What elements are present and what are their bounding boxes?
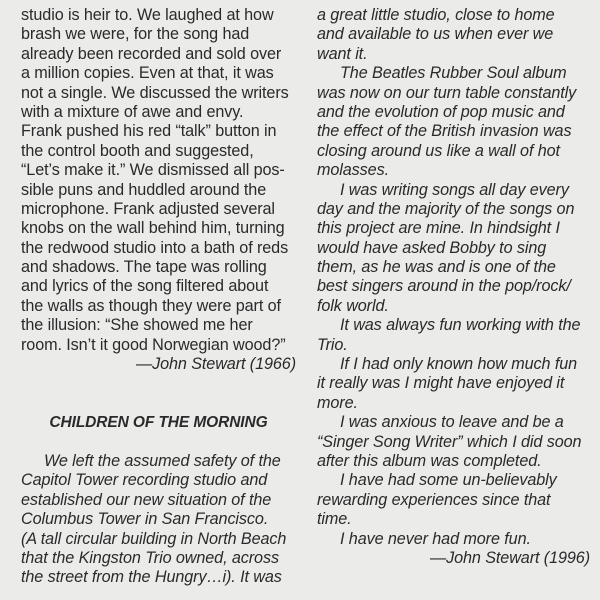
signature: —John Stewart (1966) [136,355,296,374]
text-line: If I had only known how much fun [340,355,578,374]
text-line: the redwood studio into a bath of reds [21,238,289,257]
text-line: molasses. [317,161,389,180]
text-line: folk world. [317,296,389,315]
text-line: time. [317,510,352,529]
spacer [21,433,296,452]
text-line: I have never had more fun. [340,529,531,548]
text-line: and shadows. The tape was rolling [21,258,267,277]
spacer [21,394,296,413]
text-line: Capitol Tower recording studio and [21,471,268,490]
text-line: them, as he was and is one of the [317,258,556,277]
text-line: I was anxious to leave and be a [340,413,564,432]
text-line: sible puns and huddled around the [21,180,267,199]
text-line: a great little studio, close to home [317,6,555,24]
text-line: not a single. We discussed the writers [21,83,289,102]
text-line: that the Kingston Trio owned, across [21,548,279,567]
text-line: would have asked Bobby to sing [317,238,547,257]
text-line: I was writing songs all day every [340,180,569,199]
text-line: more. [317,393,358,412]
text-line: “Singer Song Writer” which I did soon [317,432,582,451]
text-line: knobs on the wall behind him, turning [21,219,285,238]
text-line: best singers around in the pop/rock/ [317,277,571,296]
text-line: a million copies. Even at that, it was [21,64,274,83]
text-line: with a mixture of awe and envy. [21,102,244,121]
text-line: the illusion: “She showed me her [21,316,253,335]
text-line: and available to us when ever we [317,25,554,44]
right-column [317,6,590,568]
text-line: I have had some un-believably [340,471,557,490]
text-line: and lyrics of the song filtered about [21,277,269,296]
text-line: after this album was completed. [317,451,542,470]
text-line: the street from the Hungry…i). It was [21,568,282,587]
text-line: It was always fun working with the [340,316,581,335]
text-line: The Beatles Rubber Soul album [340,64,567,83]
text-line: rewarding experiences since that [317,490,551,509]
text-line: the walls as though they were part of [21,296,281,315]
text-line: We left the assumed safety of the [44,451,281,470]
text-line: the effect of the British invasion was [317,122,572,141]
text-line: want it. [317,44,368,63]
text-line: and the evolution of pop music and [317,102,565,121]
signature: —John Stewart (1996) [430,548,590,567]
text-line: microphone. Frank adjusted several [21,199,275,218]
text-line: “Let’s make it.” We dismissed all pos- [21,161,285,180]
text-line: established our new situation of the [21,490,272,509]
text-line: was now on our turn table constantly [317,83,577,102]
section-heading: CHILDREN OF THE MORNING [49,414,268,432]
text-line: this project are mine. In hindsight I [317,219,560,238]
text-line: (A tall circular building in North Beach [21,529,287,548]
text-line: Frank pushed his red “talk” button in [21,122,277,141]
spacer [21,374,296,393]
text-line: already been recorded and sold over [21,44,282,63]
text-line: it really was I might have enjoyed it [317,374,565,393]
text-line: Columbus Tower in San Francisco. [21,510,269,529]
text-line: room. Isn’t it good Norwegian wood?” [21,335,286,354]
text-line: the control booth and suggested, [21,141,254,160]
text-line: Trio. [317,335,348,354]
text-line: brash we were, for the song had [21,25,250,44]
text-line: studio is heir to. We laughed at how [21,6,274,24]
text-line: closing around us like a wall of hot [317,141,560,160]
left-column [21,6,296,588]
text-line: day and the majority of the songs on [317,199,575,218]
